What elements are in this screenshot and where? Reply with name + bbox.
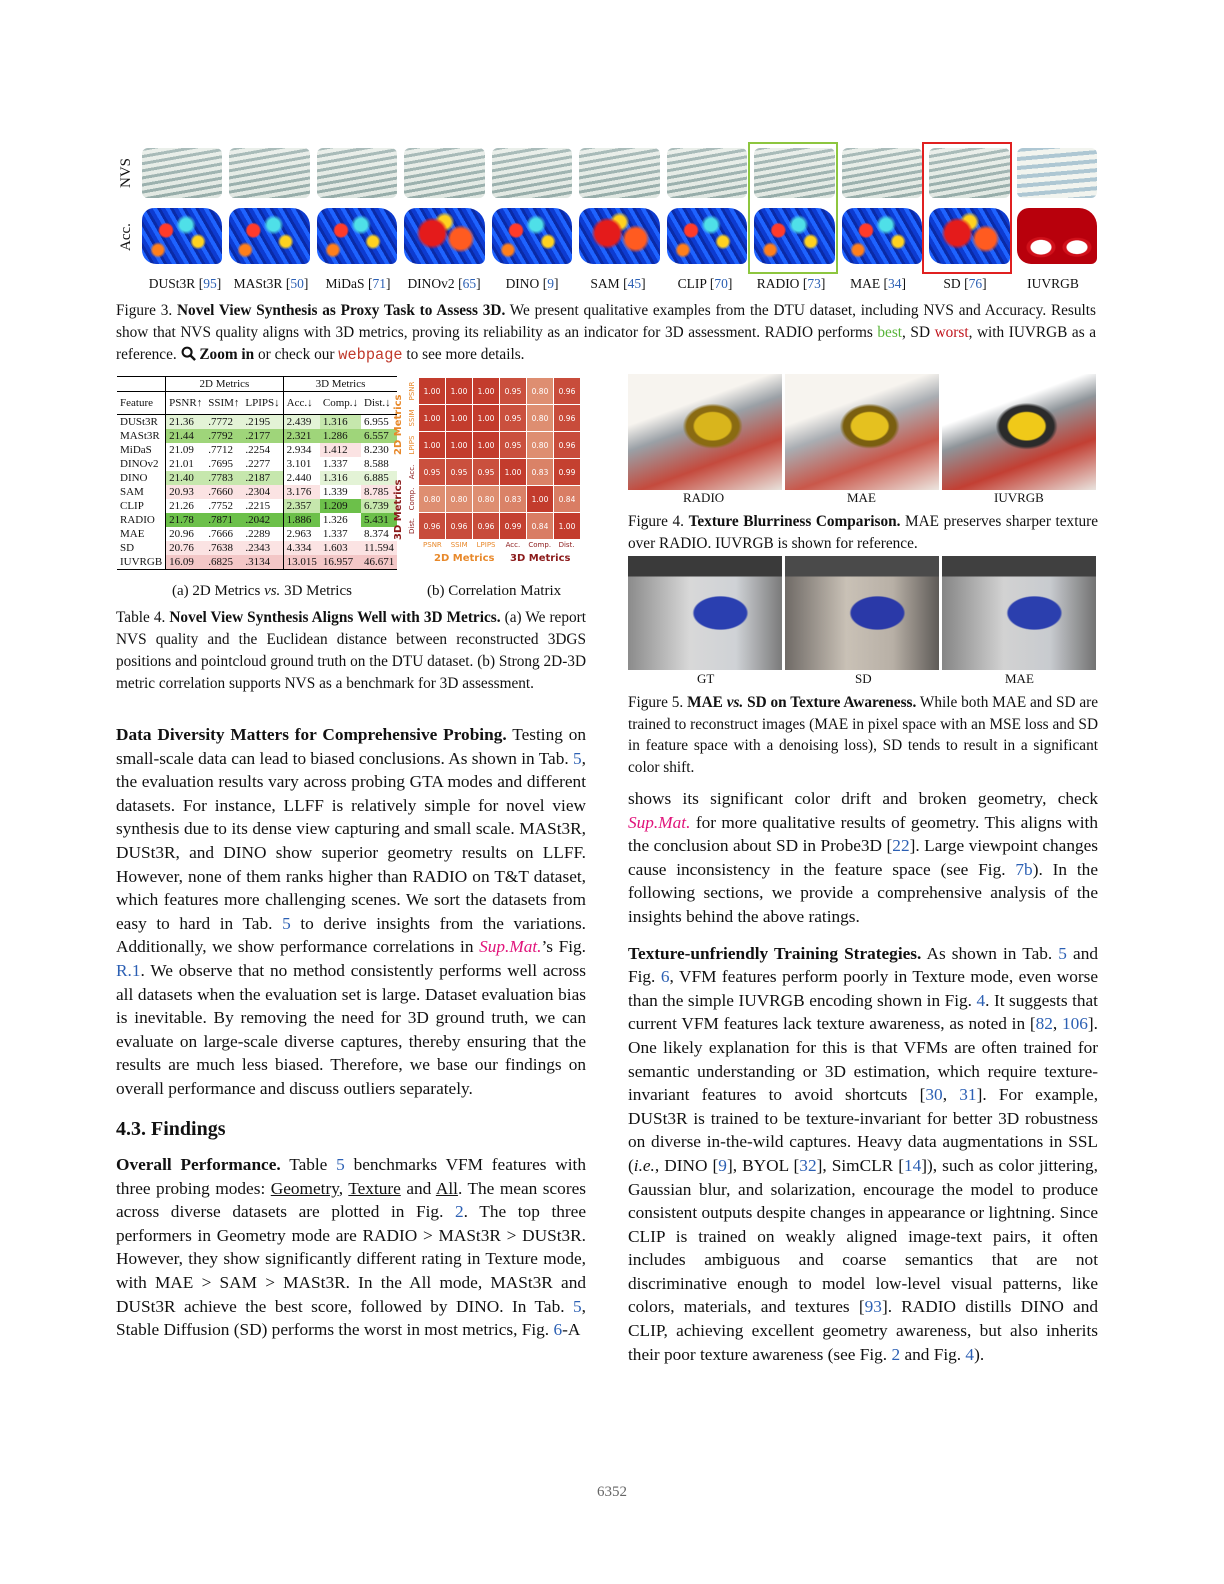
table-cell: 2.321 <box>283 429 320 443</box>
table-cell: 21.40 <box>166 471 206 485</box>
figure-ref[interactable]: 4 <box>965 1344 975 1364</box>
table-cell: .6825 <box>205 555 242 570</box>
figure-5-image-gt <box>628 556 782 670</box>
table-cell: 2.934 <box>286 443 312 456</box>
table-row <box>117 527 397 541</box>
correlation-cell: 0.95 <box>500 378 526 404</box>
figure-5-label: SD <box>855 671 872 686</box>
figure-4-caption: Figure 4. Texture Blurriness Comparison. MAE preserves sharper texture over RADIO. IUVRGB is shown for reference. <box>628 513 1098 552</box>
group-header-2d: 2D Metrics <box>166 377 283 392</box>
table-cell: 2.357 <box>283 499 320 513</box>
table-cell: .7666 <box>208 527 233 540</box>
accuracy-heatmap <box>404 208 484 264</box>
worst-highlight-box <box>922 142 1012 274</box>
figure-ref[interactable]: 6 <box>660 967 670 987</box>
correlation-cell: 0.95 <box>419 459 445 485</box>
table-row <box>117 443 397 457</box>
x-tick-label: SSIM <box>450 541 468 549</box>
correlation-cell: 1.00 <box>419 432 445 458</box>
nvs-image <box>229 148 309 198</box>
table-cell: 20.96 <box>169 527 194 540</box>
row-feature-name: SD <box>117 541 166 555</box>
table-cell: 1.339 <box>322 485 348 498</box>
figure-5-label: GT <box>697 671 715 686</box>
figure-4-image-radio <box>628 374 782 490</box>
citation[interactable]: 9 <box>718 1155 727 1175</box>
figure-ref[interactable]: 2 <box>891 1344 901 1364</box>
table-cell: 3.176 <box>283 485 320 499</box>
figure-ref[interactable]: 7b <box>1015 859 1033 879</box>
table-ref[interactable]: 5 <box>1058 943 1067 963</box>
table-cell: 13.015 <box>283 555 320 570</box>
correlation-heatmap <box>419 378 580 539</box>
table-cell: 2.440 <box>286 471 312 484</box>
table-cell: 21.26 <box>169 499 194 512</box>
table-cell: .3134 <box>242 555 283 570</box>
table-cell: .2254 <box>242 443 283 457</box>
nvs-image <box>667 148 747 198</box>
method-label: RADIO [73] <box>756 276 826 291</box>
table-cell: .2277 <box>242 457 283 471</box>
figure-3-caption: Figure 3. Novel View Synthesis as Proxy Task to Assess 3D. We present qualitative examples from the DTU dataset, including NVS and Accuracy. Results show that NVS quality aligns with 3D metrics, proving its reliability as an indicator for 3D assessment. RADIO performs best, SD worst, with IUVRGB as a reference. Zoom in or check our webpage to see more details. <box>116 302 1097 364</box>
figure-5-image-mae <box>942 556 1096 670</box>
table-cell: .2042 <box>242 513 283 527</box>
nvs-image-iuvrgb <box>1017 148 1097 198</box>
y-group-2d: 2D Metrics <box>393 394 404 455</box>
table-row <box>117 429 397 443</box>
correlation-cell: 1.00 <box>419 405 445 431</box>
table-cell: 1.286 <box>320 429 361 443</box>
table-cell: 21.78 <box>166 513 206 527</box>
x-tick-label: Dist. <box>558 541 575 549</box>
accuracy-heatmap <box>317 208 397 264</box>
citation[interactable]: 32 <box>799 1155 817 1175</box>
correlation-cell: 0.80 <box>527 432 553 458</box>
table-row <box>117 457 397 471</box>
paragraph-data-diversity: Data Diversity Matters for Comprehensive Probing. Testing on small-scale data can lead to biased conclusions. As shown in Tab. 5, the evaluation results vary across probing GTA modes and different datasets. For instance, LLFF is relatively simple for novel view synthesis due to its dense view capturing and small scale. MASt3R, DUSt3R, and DINO show superior geometry results on LLFF. However, none of them ranks higher than RADIO on T&T dataset, which features more challenging scenes. We sort the datasets from easy to hard in Tab. 5 to derive insights from the variations. Additionally, we show performance correlations in Sup.Mat.’s Fig. R.1. We observe that no method consistently performs well across all datasets when the evaluation set is large. Dataset evaluation bias is inevitable. By removing the need for 3D ground truth, we can evaluate on large-scale diverse captures, thereby ensuring that the results are much less biased. Therefore, we base our findings on overall performance and discuss outliers separately. <box>116 725 587 1098</box>
row-feature-name: MAE <box>117 527 166 541</box>
table-cell: .2195 <box>242 415 283 430</box>
left-column <box>116 723 586 1342</box>
nvs-image <box>317 148 397 198</box>
table-cell: 1.316 <box>320 471 361 485</box>
row-feature-name: IUVRGB <box>117 555 166 570</box>
correlation-cell: 0.99 <box>500 513 526 539</box>
accuracy-heatmap <box>142 208 222 264</box>
table-cell: 1.412 <box>320 443 361 457</box>
table-cell: 1.316 <box>320 415 361 430</box>
row-feature-name: DINO <box>117 471 166 485</box>
table-cell: 3.101 <box>286 457 312 470</box>
table-cell: 1.603 <box>320 541 361 555</box>
figure-5-caption: Figure 5. MAE vs. SD on Texture Awareness. While both MAE and SD are trained to reconstruct images (MAE in pixel space with an MSE loss and SD in feature space with a denoising loss), SD tends to result in a significant color shift. <box>628 694 1099 776</box>
table-cell: .2289 <box>242 527 283 541</box>
correlation-cell: 0.96 <box>554 432 580 458</box>
section-heading: 4.3. Findings <box>116 1117 226 1140</box>
y-tick-label: Comp. <box>408 487 416 511</box>
table-cell: 6.955 <box>364 415 389 428</box>
empty-cell <box>117 377 166 392</box>
citation[interactable]: 82 <box>1035 1014 1053 1034</box>
table-ref[interactable]: 5 <box>573 1296 582 1316</box>
correlation-cell: 1.00 <box>446 378 472 404</box>
correlation-cell: 0.84 <box>527 513 553 539</box>
table-row <box>117 485 397 499</box>
table-cell: .7638 <box>205 541 242 555</box>
correlation-cell: 0.95 <box>500 405 526 431</box>
nvs-image <box>404 148 484 198</box>
x-tick-label: PSNR <box>423 541 442 549</box>
correlation-cell: 0.99 <box>554 459 580 485</box>
y-tick-label: Acc. <box>408 464 416 480</box>
table-cell: 20.93 <box>166 485 206 499</box>
correlation-cell: 1.00 <box>500 459 526 485</box>
row-feature-name: MASt3R <box>117 429 166 443</box>
figure-ref[interactable]: 6 <box>553 1320 563 1340</box>
method-label: MiDaS [71] <box>325 276 391 291</box>
table-cell: 21.44 <box>166 429 206 443</box>
correlation-cell: 0.95 <box>473 459 499 485</box>
table-cell: .7712 <box>208 443 233 456</box>
table-row <box>117 555 397 570</box>
correlation-cell: 0.95 <box>446 459 472 485</box>
best-highlight-box <box>748 142 838 274</box>
accuracy-heatmap <box>579 208 659 264</box>
supmat-link[interactable]: Sup.Mat. <box>628 812 691 832</box>
correlation-cell: 0.80 <box>419 486 445 512</box>
table-cell: .2304 <box>242 485 283 499</box>
method-label: CLIP [70] <box>677 276 733 291</box>
method-label: DUSt3R [95] <box>148 276 222 291</box>
y-tick-label: SSIM <box>408 409 416 427</box>
table-cell: 2.963 <box>286 527 312 540</box>
y-tick-label: LPIPS <box>408 435 416 455</box>
x-group-2d: 2D Metrics <box>434 553 495 564</box>
table-cell: 4.334 <box>283 541 320 555</box>
y-tick-label: Dist. <box>408 518 416 534</box>
correlation-cell: 0.84 <box>554 486 580 512</box>
nvs-image <box>142 148 222 198</box>
citation[interactable]: 30 <box>925 1085 943 1105</box>
table-cell: .7772 <box>205 415 242 430</box>
figure-4-label: RADIO <box>683 490 725 505</box>
row-feature-name: MiDaS <box>117 443 166 457</box>
column-header: Acc.↓ <box>286 396 313 409</box>
correlation-cell: 1.00 <box>446 432 472 458</box>
page-number: 6352 <box>597 1484 627 1500</box>
column-header: SSIM↑ <box>208 396 240 409</box>
row-label-nvs: NVS <box>118 157 134 188</box>
zoom-icon <box>181 346 196 363</box>
table-cell: 16.09 <box>166 555 206 570</box>
correlation-cell: 0.96 <box>554 378 580 404</box>
row-feature-name: RADIO <box>117 513 166 527</box>
method-label: IUVRGB <box>1027 276 1079 291</box>
correlation-cell: 0.83 <box>527 459 553 485</box>
figure-ref[interactable]: 2 <box>455 1202 464 1222</box>
row-label-acc: Acc. <box>118 223 134 251</box>
table-cell: 6.885 <box>361 471 397 485</box>
x-tick-label: Acc. <box>505 541 521 549</box>
table-cell: .2215 <box>242 499 283 513</box>
method-label: DINO [9] <box>505 276 559 291</box>
table-header-row <box>117 392 397 415</box>
table-cell: 6.739 <box>361 499 397 513</box>
correlation-cell: 1.00 <box>473 378 499 404</box>
correlation-cell: 0.96 <box>473 513 499 539</box>
column-header: Feature <box>117 392 166 415</box>
table-cell: 21.01 <box>169 457 194 470</box>
accuracy-heatmap <box>492 208 572 264</box>
table-cell: 21.36 <box>166 415 206 430</box>
correlation-cell: 1.00 <box>527 486 553 512</box>
column-header: Dist.↓ <box>364 396 391 409</box>
table-cell: .7871 <box>205 513 242 527</box>
method-label: MASt3R [50] <box>233 276 309 291</box>
table-cell: 8.785 <box>361 485 397 499</box>
table-cell: .2343 <box>242 541 283 555</box>
x-axis-labels <box>419 541 580 549</box>
correlation-cell: 1.00 <box>446 405 472 431</box>
table-4a <box>117 376 397 570</box>
table-cell: .2177 <box>242 429 283 443</box>
supmat-link[interactable]: Sup.Mat. <box>479 937 542 957</box>
table-cell: .2187 <box>242 471 283 485</box>
table-cell: .7660 <box>205 485 242 499</box>
accuracy-heatmap <box>229 208 309 264</box>
correlation-cell: 1.00 <box>473 405 499 431</box>
right-column <box>628 787 1098 1366</box>
table-cell: 11.594 <box>361 541 397 555</box>
table-row <box>117 499 397 513</box>
table-row <box>117 513 397 527</box>
table-group-header-row <box>117 377 397 392</box>
table-row <box>117 471 397 485</box>
correlation-cell: 1.00 <box>419 378 445 404</box>
row-feature-name: SAM <box>117 485 166 499</box>
method-label: MAE [34] <box>850 276 906 291</box>
table-cell: 1.886 <box>283 513 320 527</box>
figure-5-image-sd <box>785 556 939 670</box>
table-row <box>117 541 397 555</box>
method-label: SAM [45] <box>590 276 646 291</box>
nvs-image <box>842 148 922 198</box>
correlation-cell: 0.96 <box>554 405 580 431</box>
correlation-cell: 0.80 <box>473 486 499 512</box>
correlation-cell: 0.83 <box>500 486 526 512</box>
group-header-3d: 3D Metrics <box>315 377 366 390</box>
table-cell: 16.957 <box>320 555 361 570</box>
y-tick-label: PSNR <box>408 381 416 401</box>
figure-4-label: IUVRGB <box>994 490 1044 505</box>
figure-4-image-iuvrgb <box>942 374 1096 490</box>
x-tick-label: LPIPS <box>476 541 496 549</box>
row-feature-name: CLIP <box>117 499 166 513</box>
paragraph-texture-unfriendly: Texture-unfriendly Training Strategies. As shown in Tab. 5 and Fig. 6, VFM features perform poorly in Texture mode, even worse than the simple IUVRGB encoding shown in Fig. 4. It suggests that current VFM features lack texture awareness, as noted in [82, 106]. One likely explanation for this is that VFMs are often trained for semantic understanding or 3D estimation, which require texture-invariant features to avoid shortcuts [30, 31]. For example, DUSt3R is trained to be texture-invariant for better 3D robustness on diverse in-the-wild captures. Heavy data augmentations in SSL (i.e., DINO [9], BYOL [32], SimCLR [14]), such as color jittering, Gaussian blur, and solarization, encourage the model to produce consistent outputs despite changes in appearance or lightning. Since CLIP is trained on weakly aligned image-text pairs, it often includes ambiguous and coarse semantics that are not discriminative enough to model low-level visual patterns, like colors, materials, and textures [93]. RADIO distills DINO and CLIP, achieving excellent geometry awareness, but also inherits their poor texture awareness (see Fig. 2 and Fig. 4). <box>628 943 1099 1364</box>
correlation-cell: 0.96 <box>419 513 445 539</box>
paragraph-overall-performance: Overall Performance. Table 5 benchmarks VFM features with three probing modes: Geometry, Texture and All. The mean scores across diverse datasets are plotted in Fig. 2. The top three performers in Geometry mode are RADIO > MASt3R > DUSt3R. However, they show significantly different rating in Texture mode, with MAE > SAM > MASt3R. In the All mode, MASt3R and DUSt3R achieve the best score, followed by DINO. In Tab. 5, Stable Diffusion (SD) performs the worst in most metrics, Fig. 6-A <box>116 1155 587 1340</box>
table-row <box>117 415 397 430</box>
correlation-cell: 0.80 <box>527 378 553 404</box>
correlation-cell: 0.95 <box>500 432 526 458</box>
table-cell: 1.337 <box>322 527 348 540</box>
table-cell: .7783 <box>205 471 242 485</box>
table-4-caption: Table 4. Novel View Synthesis Aligns Well with 3D Metrics. (a) We report NVS quality and the Euclidean distance between reconstructed 3DGS positions and pointcloud ground truth on the DTU dataset. (b) Strong 2D-3D metric correlation supports NVS as a benchmark for 3D assessment. <box>116 609 586 692</box>
correlation-cell: 1.00 <box>554 513 580 539</box>
table-cell: 1.326 <box>322 513 348 526</box>
table-cell: 20.76 <box>166 541 206 555</box>
citation[interactable]: 31 <box>959 1085 977 1105</box>
row-feature-name: DUSt3R <box>117 415 166 430</box>
table-cell: 1.209 <box>320 499 361 513</box>
correlation-cell: 1.00 <box>473 432 499 458</box>
accuracy-heatmap-iuvrgb <box>1017 208 1097 264</box>
table-ref[interactable]: 5 <box>282 913 291 933</box>
citation[interactable]: 22 <box>892 836 910 856</box>
x-tick-label: Comp. <box>528 541 552 549</box>
webpage-link[interactable]: webpage <box>338 346 403 364</box>
figure-ref[interactable]: R.1 <box>116 960 141 980</box>
table-cell: 6.557 <box>361 429 397 443</box>
figure-5-label: MAE <box>1005 671 1034 686</box>
method-label: DINOv2 [65] <box>407 276 481 291</box>
row-feature-name: DINOv2 <box>117 457 166 471</box>
y-group-3d: 3D Metrics <box>393 479 404 540</box>
column-header: LPIPS↓ <box>242 392 283 415</box>
figure-4-image-mae <box>785 374 939 490</box>
column-header: PSNR↑ <box>169 396 203 409</box>
table-cell: 8.230 <box>364 443 389 456</box>
citation[interactable]: 14 <box>904 1155 922 1175</box>
table-cell: 46.671 <box>361 555 397 570</box>
figure-ref[interactable]: 4 <box>976 990 986 1010</box>
table-4b-subcaption: (b) Correlation Matrix <box>427 583 562 599</box>
table-cell: 8.588 <box>364 457 389 470</box>
table-cell: 8.374 <box>364 527 389 540</box>
table-cell: 5.431 <box>361 513 397 527</box>
correlation-cell: 0.80 <box>446 486 472 512</box>
table-cell: .7695 <box>208 457 233 470</box>
table-ref[interactable]: 5 <box>573 748 582 768</box>
correlation-cell: 0.96 <box>446 513 472 539</box>
nvs-image <box>492 148 572 198</box>
citation[interactable]: 106 <box>1062 1014 1088 1034</box>
table-cell: 21.09 <box>169 443 194 456</box>
method-label: SD [76] <box>943 276 987 291</box>
column-header: Comp.↓ <box>322 396 359 409</box>
accuracy-heatmap <box>667 208 747 264</box>
correlation-cell: 0.80 <box>527 405 553 431</box>
table-cell: 1.337 <box>322 457 348 470</box>
x-group-3d: 3D Metrics <box>510 553 571 564</box>
accuracy-heatmap <box>842 208 922 264</box>
table-cell: .7792 <box>205 429 242 443</box>
table-cell: 2.439 <box>283 415 320 430</box>
figure-4-label: MAE <box>847 490 876 505</box>
nvs-image <box>579 148 659 198</box>
table-4a-subcaption: (a) 2D Metrics vs. 3D Metrics <box>172 583 352 599</box>
citation[interactable]: 93 <box>864 1297 882 1317</box>
paragraph-continued: shows its significant color drift and broken geometry, check Sup.Mat. for more qualitative results of geometry. This aligns with the conclusion about SD in Probe3D [22]. Large viewpoint changes cause inconsistency in the feature space (see Fig. 7b). In the following sections, we provide a comprehensive analysis of the insights behind the above ratings. <box>628 789 1098 926</box>
table-ref[interactable]: 5 <box>336 1155 345 1175</box>
table-cell: .7752 <box>208 499 233 512</box>
